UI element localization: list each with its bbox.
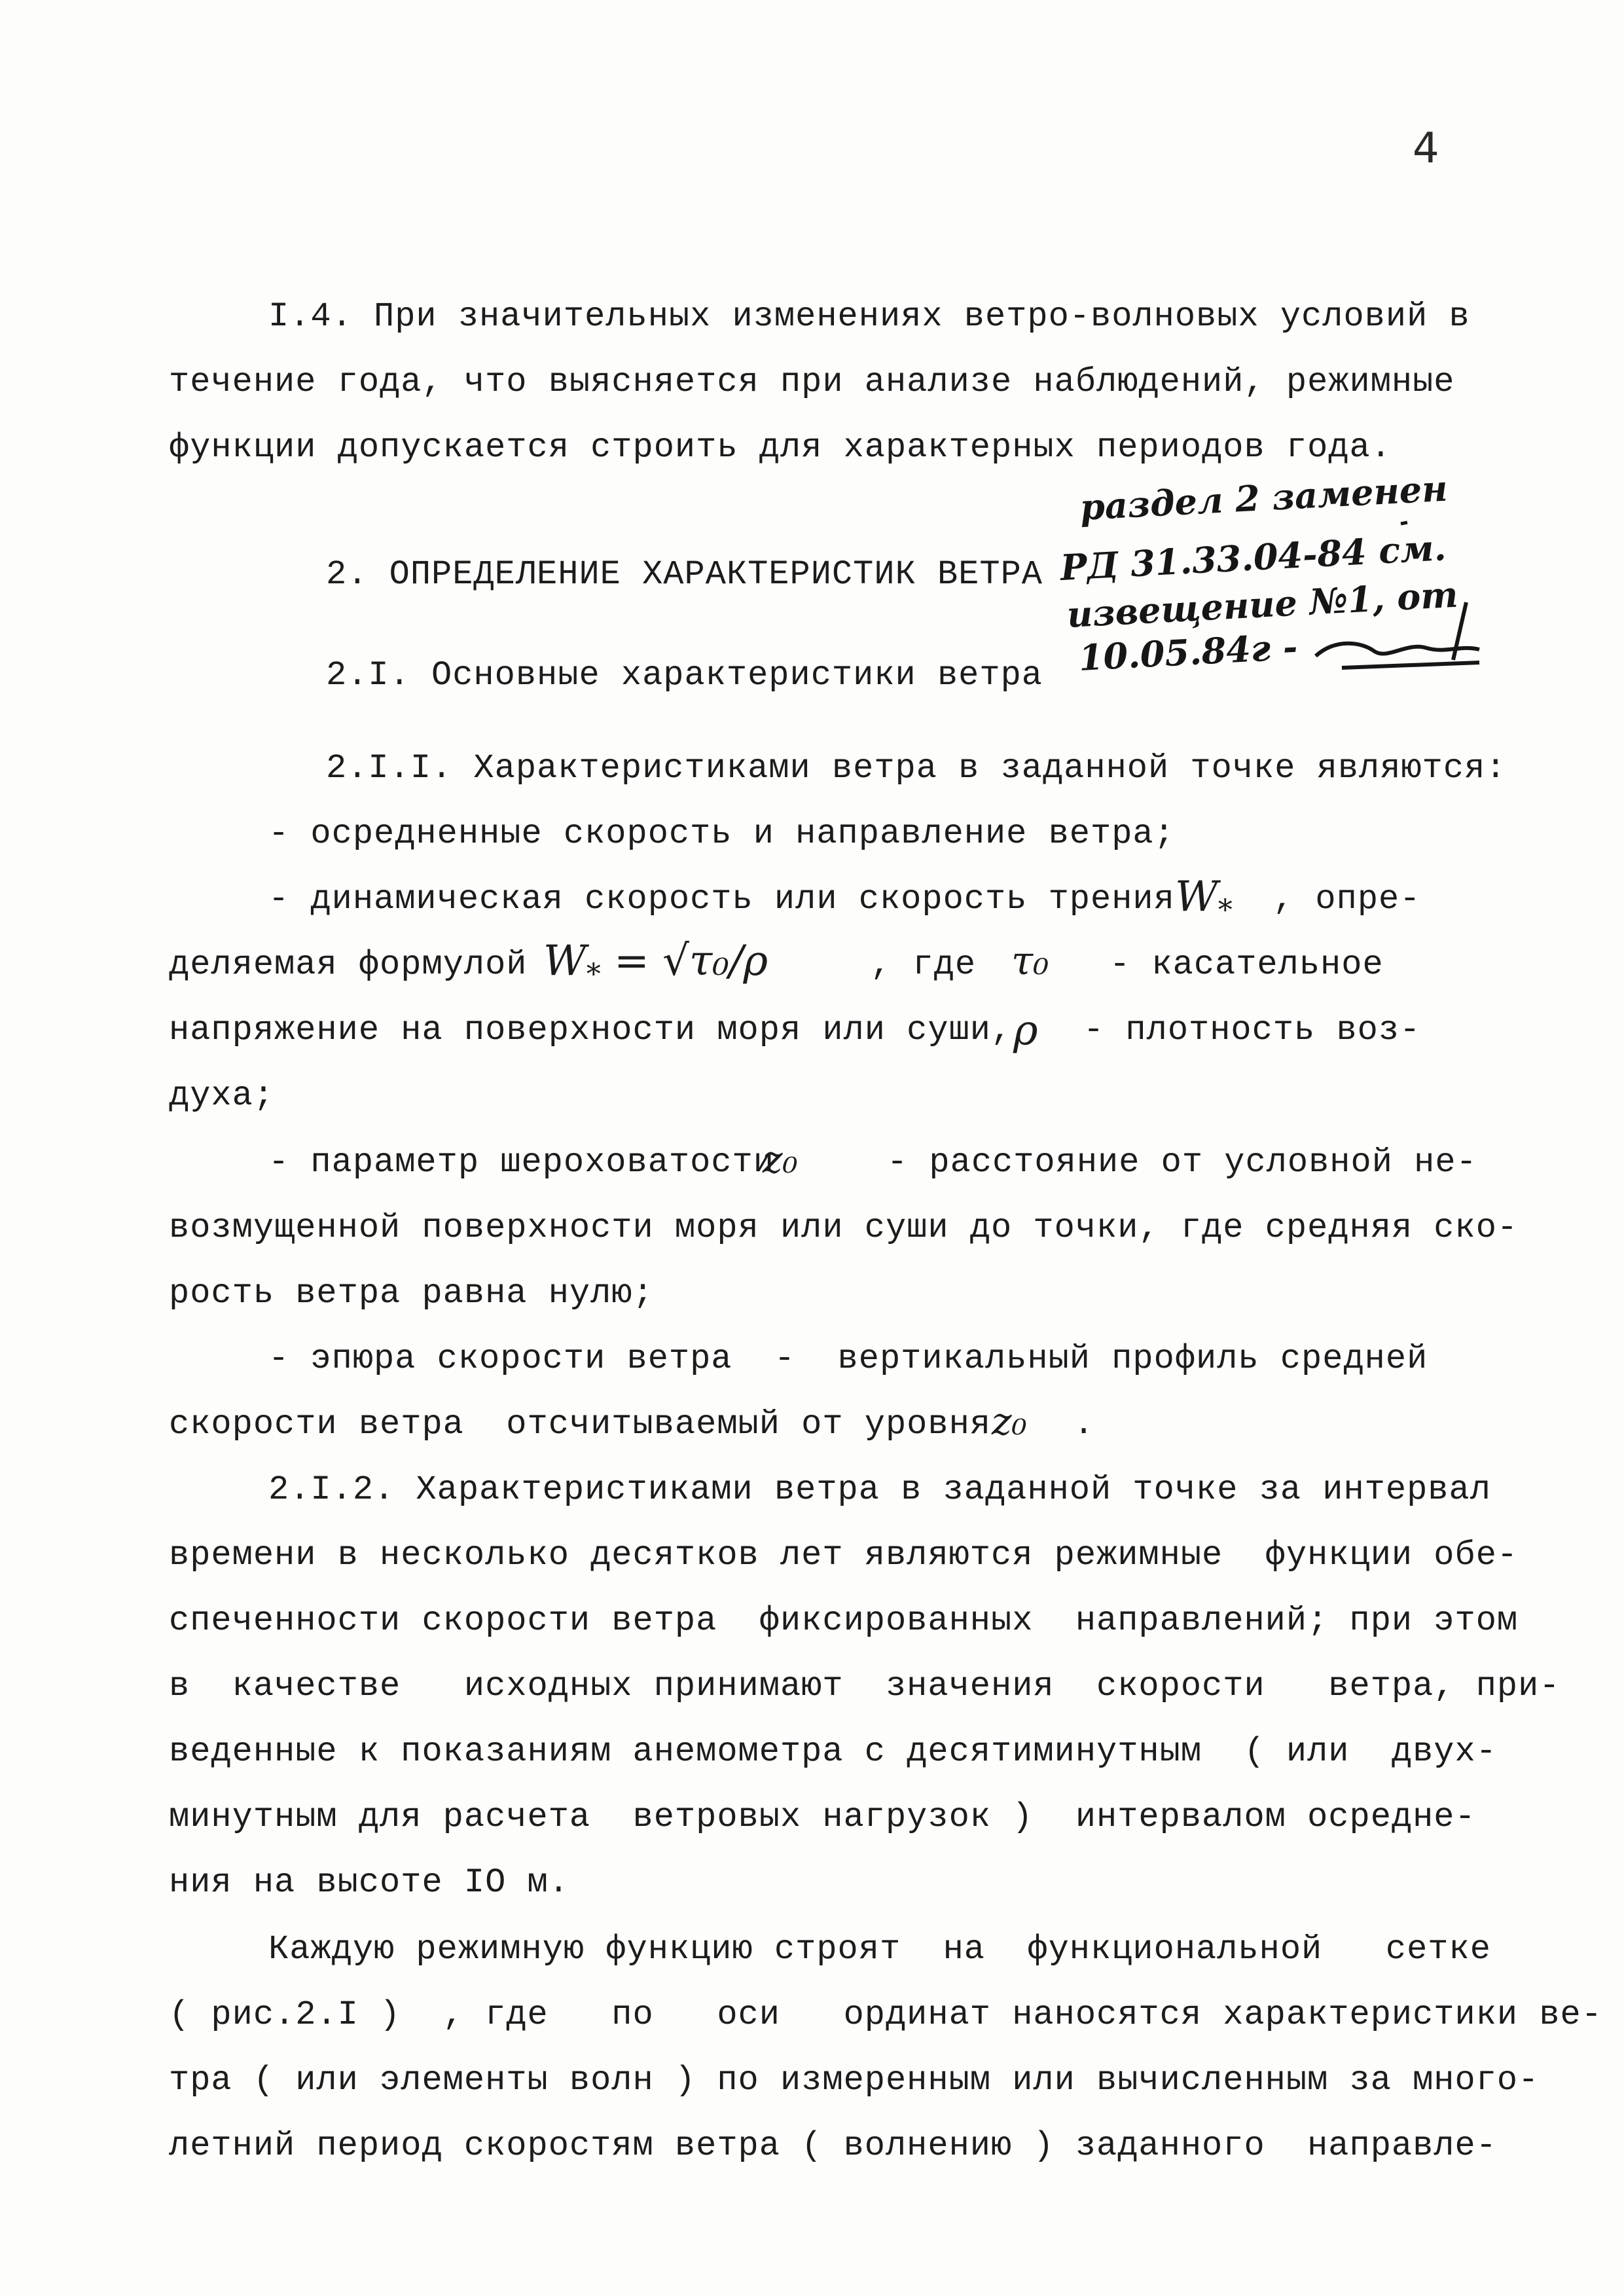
para-2-1-1-line-2: - осредненные скорость и направление ветра; xyxy=(268,814,1175,853)
signature-mark xyxy=(1034,484,1492,694)
section-2-1-heading: 2.I. Основные характеристики ветра xyxy=(326,656,1043,695)
tau0-symbol: τ₀ xyxy=(1011,938,1049,984)
para-2-1-1-line-7b: - расстояние от условной не- xyxy=(887,1143,1477,1182)
para-1-4-line-1: I.4. При значительных изменениях ветро-волновых условий в xyxy=(268,297,1470,336)
z0-symbol: z₀ xyxy=(763,1137,798,1182)
para-2-1-1-line-6: духа; xyxy=(169,1076,275,1115)
para-2-1-1-line-1: 2.I.I. Характеристиками ветра в заданной точке являются: xyxy=(326,749,1507,788)
para-2-1-2-line-4: в качестве исходных принимают значения скорости ветра, при- xyxy=(169,1667,1561,1705)
rho-symbol: ρ xyxy=(1013,1006,1038,1055)
para-final-line-2: ( рис.2.I ) , где по оси ординат наносятся характеристики ве- xyxy=(169,1995,1602,2034)
para-2-1-1-line-10: - эпюра скорости ветра - вертикальный профиль средней xyxy=(268,1339,1428,1378)
handwritten-line-4: 10.05.84г - xyxy=(1077,625,1299,679)
para-2-1-1-line-9: рость ветра равна нулю; xyxy=(169,1274,654,1313)
handwritten-line-1: раздел 2 заменен xyxy=(1079,467,1449,528)
para-2-1-1-line-5a: напряжение на поверхности моря или суши, xyxy=(169,1011,1013,1049)
page-number: 4 xyxy=(1413,124,1439,173)
section-2-heading: 2. ОПРЕДЕЛЕНИЕ ХАРАКТЕРИСТИК ВЕТРА xyxy=(326,555,1043,594)
handwritten-line-2: РД 31.33.04-84 см. xyxy=(1059,526,1447,589)
para-2-1-2-line-1: 2.I.2. Характеристиками ветра в заданной точке за интервал xyxy=(268,1470,1491,1509)
friction-velocity-formula: $W_* = √\tau_0/\rho$ xyxy=(543,937,768,991)
para-final-line-3: тра ( или элементы волн ) по измеренным или вычисленным за много- xyxy=(169,2061,1540,2100)
handwritten-replacement-note xyxy=(1034,467,1492,694)
handwritten-line-3: извещение №1, от xyxy=(1066,573,1459,636)
para-2-1-1-line-3b: , опре- xyxy=(1273,880,1421,919)
para-2-1-1-line-4b: , где xyxy=(871,945,977,984)
para-1-4-line-3: функции допускается строить для характерных периодов года. xyxy=(169,428,1392,467)
para-final-line-4: летний период скоростям ветра ( волнению ) заданного направле- xyxy=(169,2126,1497,2165)
para-2-1-2-line-3: спеченности скорости ветра фиксированных направлений; при этом xyxy=(169,1601,1519,1640)
para-final-line-1: Каждую режимную функцию строят на функциональной сетке xyxy=(268,1930,1491,1969)
para-2-1-1-line-4c: - касательное xyxy=(1110,945,1384,984)
para-2-1-1-line-5b: - плотность воз- xyxy=(1083,1011,1421,1049)
para-2-1-2-line-7: ния на высоте IO м. xyxy=(169,1863,569,1902)
w-star-symbol: $W_*$ xyxy=(1175,873,1233,927)
para-2-1-2-line-2: времени в несколько десятков лет являются режимные функции обе- xyxy=(169,1536,1519,1575)
para-2-1-1-line-4a: деляемая формулой xyxy=(169,945,528,984)
para-2-1-2-line-6: минутным для расчета ветровых нагрузок ) интервалом осредне- xyxy=(169,1798,1476,1836)
z0-symbol-level: z₀ xyxy=(992,1399,1027,1444)
para-2-1-1-line-11a: скорости ветра отсчитываемый от уровня xyxy=(169,1405,991,1444)
para-2-1-1-line-8: возмущенной поверхности моря или суши до точки, где средняя ско- xyxy=(169,1209,1519,1247)
para-1-4-line-2: течение года, что выясняется при анализе наблюдений, режимные xyxy=(169,363,1455,401)
para-2-1-1-line-7a: - параметр шероховатости xyxy=(268,1143,774,1182)
para-2-1-2-line-5: веденные к показаниям анемометра с десятиминутным ( или двух- xyxy=(169,1732,1497,1771)
para-2-1-1-line-11b: . xyxy=(1074,1405,1095,1444)
para-2-1-1-line-3a: - динамическая скорость или скорость трения xyxy=(268,880,1175,919)
